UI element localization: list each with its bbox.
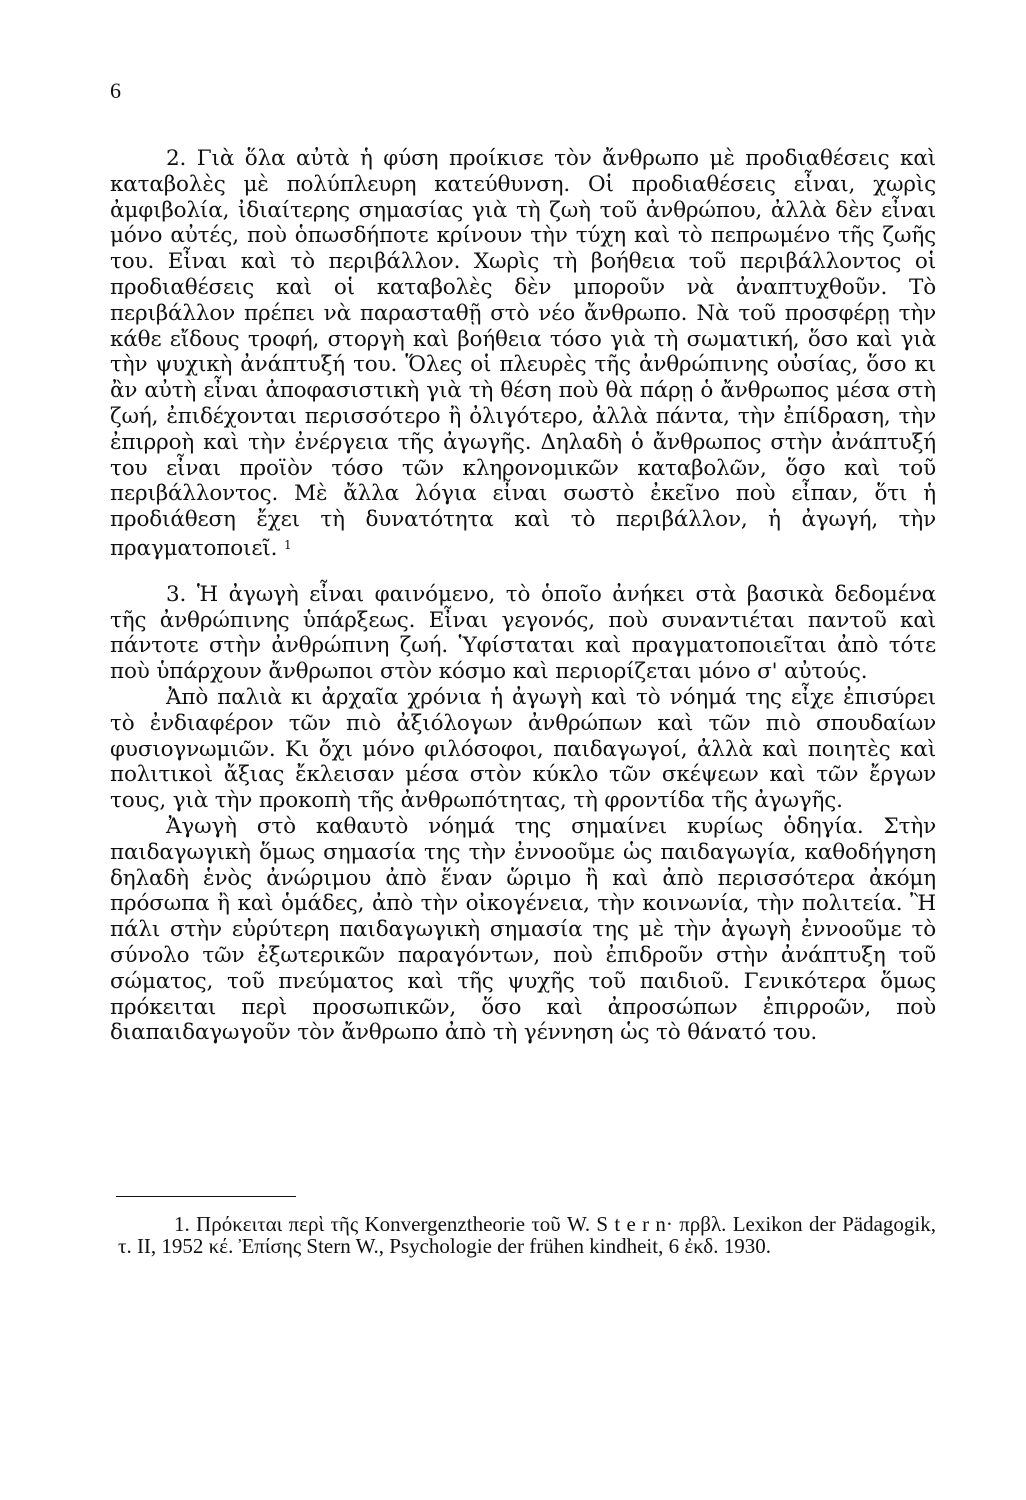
paragraph-text: 2. Γιὰ ὅλα αὐτὰ ἡ φύση προίκισε τὸν ἄνθρωπο μὲ προδιαθέσεις καὶ καταβολὲς μὲ πολύπλευρη κατεύθυνση. Οἱ προδιαθέσεις εἶναι, χωρὶς ἀμφιβολία, ἰδιαίτερης σημασίας γιὰ τὴ ζωὴ τοῦ ἀνθρώπου, ἀλλὰ δὲν εἶναι μόνο αὐτές, ποὺ ὁπωσδήποτε κρίνουν τὴν τύχη καὶ τὸ πεπρωμένο τῆς ζωῆς του. Εἶναι καὶ τὸ περιβάλλον. Χωρὶς τὴ βοήθεια τοῦ περιβάλλοντος οἱ προδιαθέσεις καὶ οἱ καταβολὲς δὲν μποροῦν νὰ ἀναπτυχθοῦν. Τὸ περιβάλλον πρέπει νὰ παρασταθῇ στὸ νέο ἄνθρωπο. Νὰ τοῦ προσφέρῃ τὴν κάθε εἴδους τροφή, στοργὴ καὶ βοήθεια τόσο γιὰ τὴ σωματική, ὅσο καὶ γιὰ τὴν ψυχικὴ ἀνάπτυξή του. Ὅλες οἱ πλευρὲς τῆς ἀνθρώπινης οὐσίας, ὅσο κι ἂν αὐτὴ εἶναι ἀποφασιστικὴ γιὰ τὴ θέση ποὺ θὰ πάρῃ ὁ ἄνθρωπος μέσα στὴ ζωή, ἐπιδέχονται περισσότερο ἢ ὀλιγότερο, ἀλλὰ πάντα, τὴν ἐπίδραση, τὴν ἐπιρροὴ καὶ τὴν ἐνέργεια τῆς ἀγωγῆς. Δηλαδὴ ὁ ἄνθρωπος στὴν ἀνάπτυξή του εἶναι προϊὸν τόσο τῶν κληρονομικῶν καταβολῶν, ὅσο καὶ τοῦ περιβάλλοντος. Μὲ ἄλλα λόγια εἶναι σωστὸ ἐκεῖνο ποὺ εἶπαν, ὅτι ἡ προδιάθεση ἔχει τὴ δυνατότητα καὶ τὸ περιβάλλον, ἡ ἀγωγή, τὴν πραγματοποιεῖ.: [110, 146, 936, 561]
footnote-divider: [116, 1196, 296, 1197]
body-text: [110, 146, 936, 1046]
footnote-number: 1.: [174, 1212, 190, 1236]
page-number: 6: [110, 78, 121, 103]
footnote-marker: 1: [283, 537, 292, 552]
paragraph-2: [110, 146, 936, 562]
footnote: [118, 1213, 936, 1257]
footnote-text: Πρόκειται περὶ τῆς Konvergenztheorie τοῦ W. S t e r n· πρβλ. Lexikon der Pädagogik, τ. II, 1952 κέ. Ἐπίσης Stern W., Psychologie der frühen kindheit, 6 ἐκδ. 1930.: [118, 1212, 936, 1258]
paragraph-3: 3. Ἡ ἀγωγὴ εἶναι φαινόμενο, τὸ ὁποῖο ἀνήκει στὰ βασικὰ δεδομένα τῆς ἀνθρώπινης ὑπάρξεως. Εἶναι γεγονός, ποὺ συναντιέται παντοῦ καὶ πάντοτε στὴν ἀνθρώπινη ζωή. Ὑφίσταται καὶ πραγματοποιεῖται ἀπὸ τότε ποὺ ὑπάρχουν ἄνθρωποι στὸν κόσμο καὶ περιορίζεται μόνο σ' αὐτούς.: [110, 581, 936, 685]
paragraph-4: Ἀπὸ παλιὰ κι ἀρχαῖα χρόνια ἡ ἀγωγὴ καὶ τὸ νόημά της εἶχε ἐπισύρει τὸ ἐνδιαφέρον τῶν πιὸ ἀξιόλογων ἀνθρώπων καὶ τῶν πιὸ σπουδαίων φυσιογνωμιῶν. Κι ὄχι μόνο φιλόσοφοι, παιδαγωγοί, ἀλλὰ καὶ ποιητὲς καὶ πολιτικοὶ ἄξιας ἔκλεισαν μέσα στὸν κύκλο τῶν σκέψεων καὶ τῶν ἔργων τους, γιὰ τὴν προκοπὴ τῆς ἀνθρωπότητας, τὴ φροντίδα τῆς ἀγωγῆς.: [110, 684, 936, 814]
paragraph-5: Ἀγωγὴ στὸ καθαυτὸ νόημά της σημαίνει κυρίως ὁδηγία. Στὴν παιδαγωγικὴ ὅμως σημασία της τὴν ἐννοοῦμε ὡς παιδαγωγία, καθοδήγηση δηλαδὴ ἑνὸς ἀνώριμου ἀπὸ ἕναν ὥριμο ἢ καὶ ἀπὸ περισσότερα ἀκόμη πρόσωπα ἢ καὶ ὁμάδες, ἀπὸ τὴν οἰκογένεια, τὴν κοινωνία, τὴν πολιτεία. Ἢ πάλι στὴν εὐρύτερη παιδαγωγικὴ σημασία της μὲ τὴν ἀγωγὴ ἐννοοῦμε τὸ σύνολο τῶν ἐξωτερικῶν παραγόντων, ποὺ ἐπιδροῦν στὴν ἀνάπτυξη τοῦ σώματος, τοῦ πνεύματος καὶ τῆς ψυχῆς τοῦ παιδιοῦ. Γενικότερα ὅμως πρόκειται περὶ προσωπικῶν, ὅσο καὶ ἀπροσώπων ἐπιρροῶν, ποὺ διαπαιδαγωγοῦν τὸν ἄνθρωπο ἀπὸ τὴ γέννηση ὡς τὸ θάνατό του.: [110, 813, 936, 1046]
